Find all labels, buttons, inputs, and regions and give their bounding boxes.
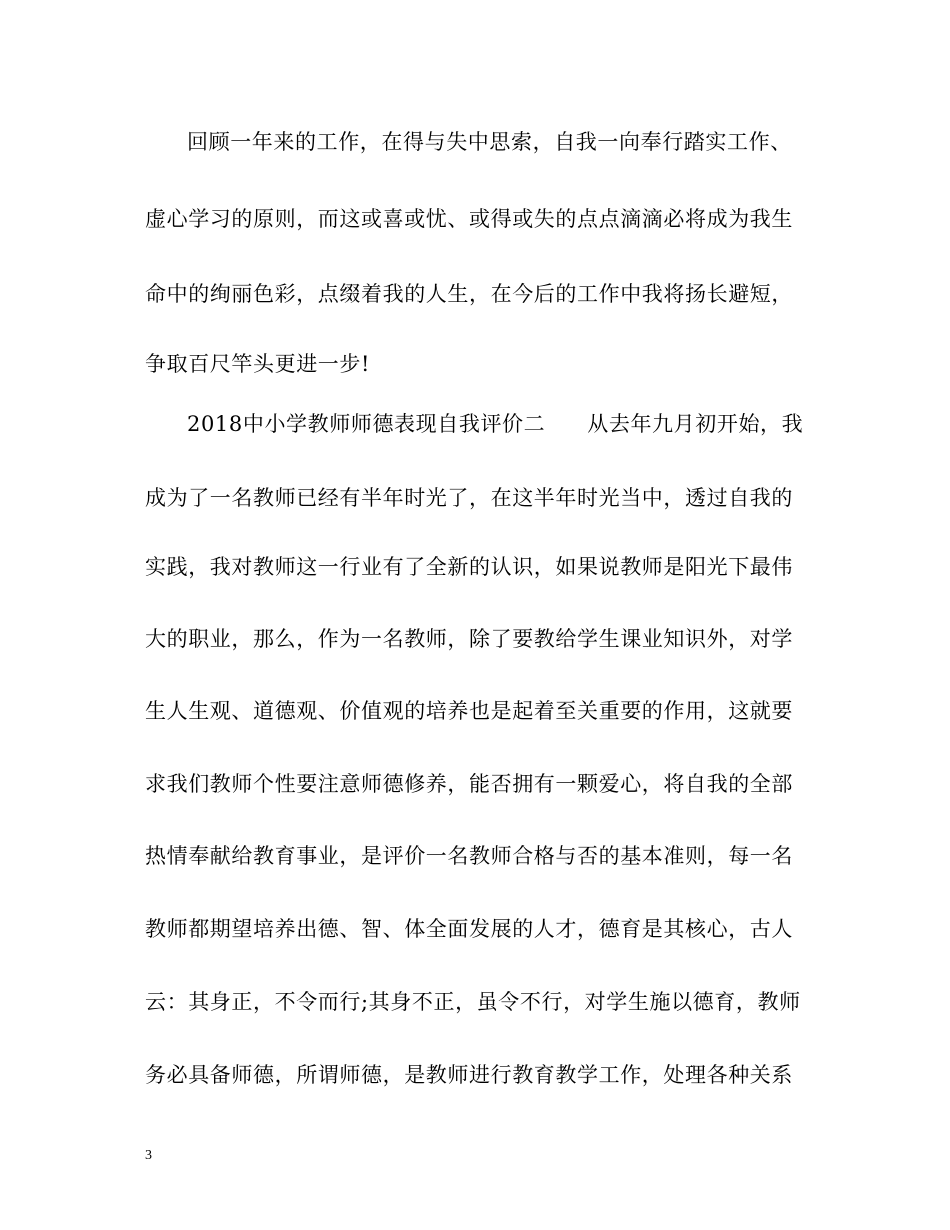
paragraph-1-line-4: 争取百尺竿头更进一步! (145, 352, 371, 376)
paragraph-2-line-6: 求我们教师个性要注意师德修养，能否拥有一颗爱心，将自我的全部 (145, 772, 793, 796)
paragraph-1-line-2: 虚心学习的原则，而这或喜或忧、或得或失的点点滴滴必将成为我生 (145, 207, 793, 231)
paragraph-2-line-1 (187, 410, 803, 438)
paragraph-1-line-1: 回顾一年来的工作，在得与失中思索，自我一向奉行踏实工作、 (187, 130, 792, 154)
paragraph-2-line-7: 热情奉献给教育事业，是评价一名教师合格与否的基本准则，每一名 (145, 844, 793, 868)
paragraph-2-line-8: 教师都期望培养出德、智、体全面发展的人才，德育是其核心，古人 (145, 917, 793, 941)
paragraph-1-line-3: 命中的绚丽色彩，点缀着我的人生，在今后的工作中我将扬长避短， (145, 282, 793, 306)
paragraph-2-line-5: 生人生观、道德观、价值观的培养也是起着至关重要的作用，这就要 (145, 699, 793, 723)
paragraph-2-line-3: 实践，我对教师这一行业有了全新的认识，如果说教师是阳光下最伟 (145, 555, 793, 579)
paragraph-2-first-line-text: 从去年九月初开始，我 (587, 412, 804, 436)
paragraph-2-line-9: 云：其身正，不令而行;其身不正，虽令不行，对学生施以德育，教师 (145, 990, 801, 1014)
page-number: 3 (145, 1148, 152, 1163)
paragraph-2-line-4: 大的职业，那么，作为一名教师，除了要教给学生课业知识外，对学 (145, 627, 793, 651)
paragraph-2-line-10: 务必具备师德，所谓师德，是教师进行教育教学工作，处理各种关系 (145, 1063, 793, 1087)
section-heading: 2018中小学教师师德表现自我评价二 (187, 412, 546, 436)
paragraph-2-line-2: 成为了一名教师已经有半年时光了，在这半年时光当中，透过自我的 (145, 486, 793, 510)
